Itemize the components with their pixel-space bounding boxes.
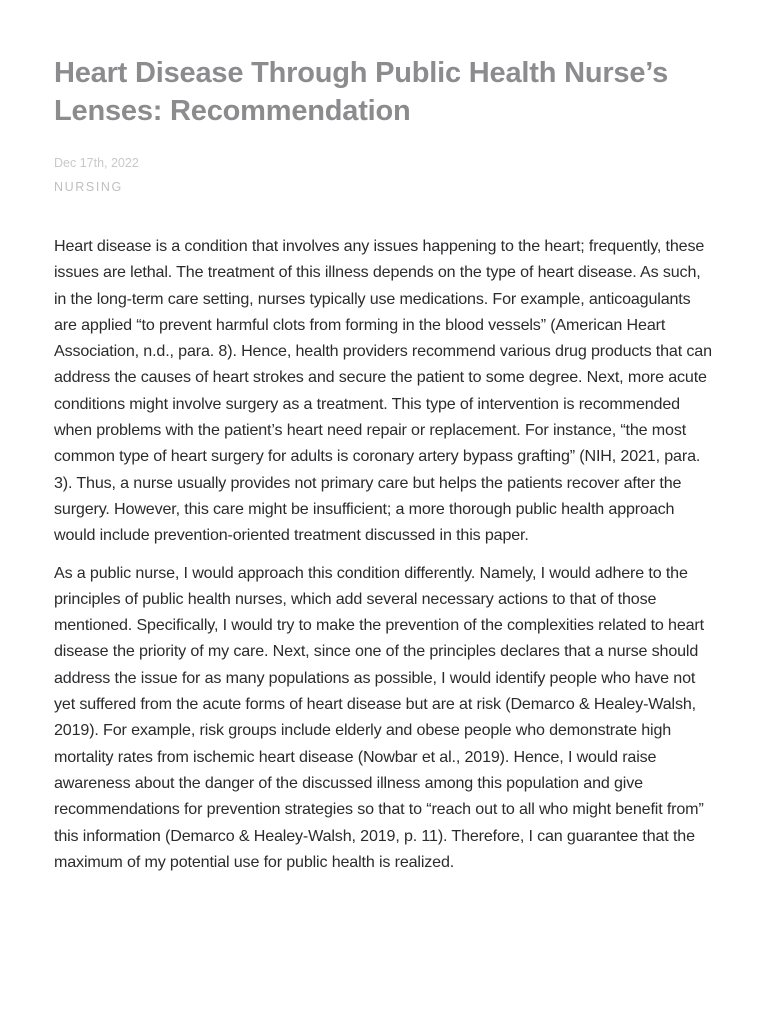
publish-date: Dec 17th, 2022 bbox=[54, 156, 139, 170]
article-meta bbox=[54, 155, 714, 195]
article-title: Heart Disease Through Public Health Nurse’s Lenses: Recommendation bbox=[54, 57, 668, 127]
article-body bbox=[54, 233, 714, 875]
paragraph-1: Heart disease is a condition that involves any issues happening to the heart; frequently, these issues are lethal. The treatment of this illness depends on the type of heart disease. As such, in the long-term care setting, nurses typically use medications. For example, anticoagulants are applied “to prevent harmful clots from forming in the blood vessels” (American Heart Association, n.d., para. 8). Hence, health providers recommend various drug products that can address the causes of heart strokes and secure the patient to some degree. Next, more acute conditions might involve surgery as a treatment. This type of intervention is recommended when problems with the patient’s heart need repair or replacement. For instance, “the most common type of heart surgery for adults is coronary artery bypass grafting” (NIH, 2021, para. 3). Thus, a nurse usually provides not primary care but helps the patients recover after the surgery. However, this care might be insufficient; a more thorough public health approach would include prevention-oriented treatment discussed in this paper. bbox=[54, 237, 712, 545]
paragraph-2: As a public nurse, I would approach this condition differently. Namely, I would adhere to the principles of public health nurses, which add several necessary actions to that of those mentioned. Specifically, I would try to make the prevention of the complexities related to heart disease the priority of my care. Next, since one of the principles declares that a nurse should address the issue for as many populations as possible, I would identify people who have not yet suffered from the acute forms of heart disease but are at risk (Demarco & Healey-Walsh, 2019). For example, risk groups include elderly and obese people who demonstrate high mortality rates from ischemic heart disease (Nowbar et al., 2019). Hence, I would raise awareness about the danger of the discussed illness among this population and give recommendations for prevention strategies so that to “reach out to all who might benefit from” this information (Demarco & Healey-Walsh, 2019, p. 11). Therefore, I can guarantee that the maximum of my potential use for public health is realized. bbox=[54, 563, 704, 871]
category-label[interactable]: NURSING bbox=[54, 180, 123, 194]
